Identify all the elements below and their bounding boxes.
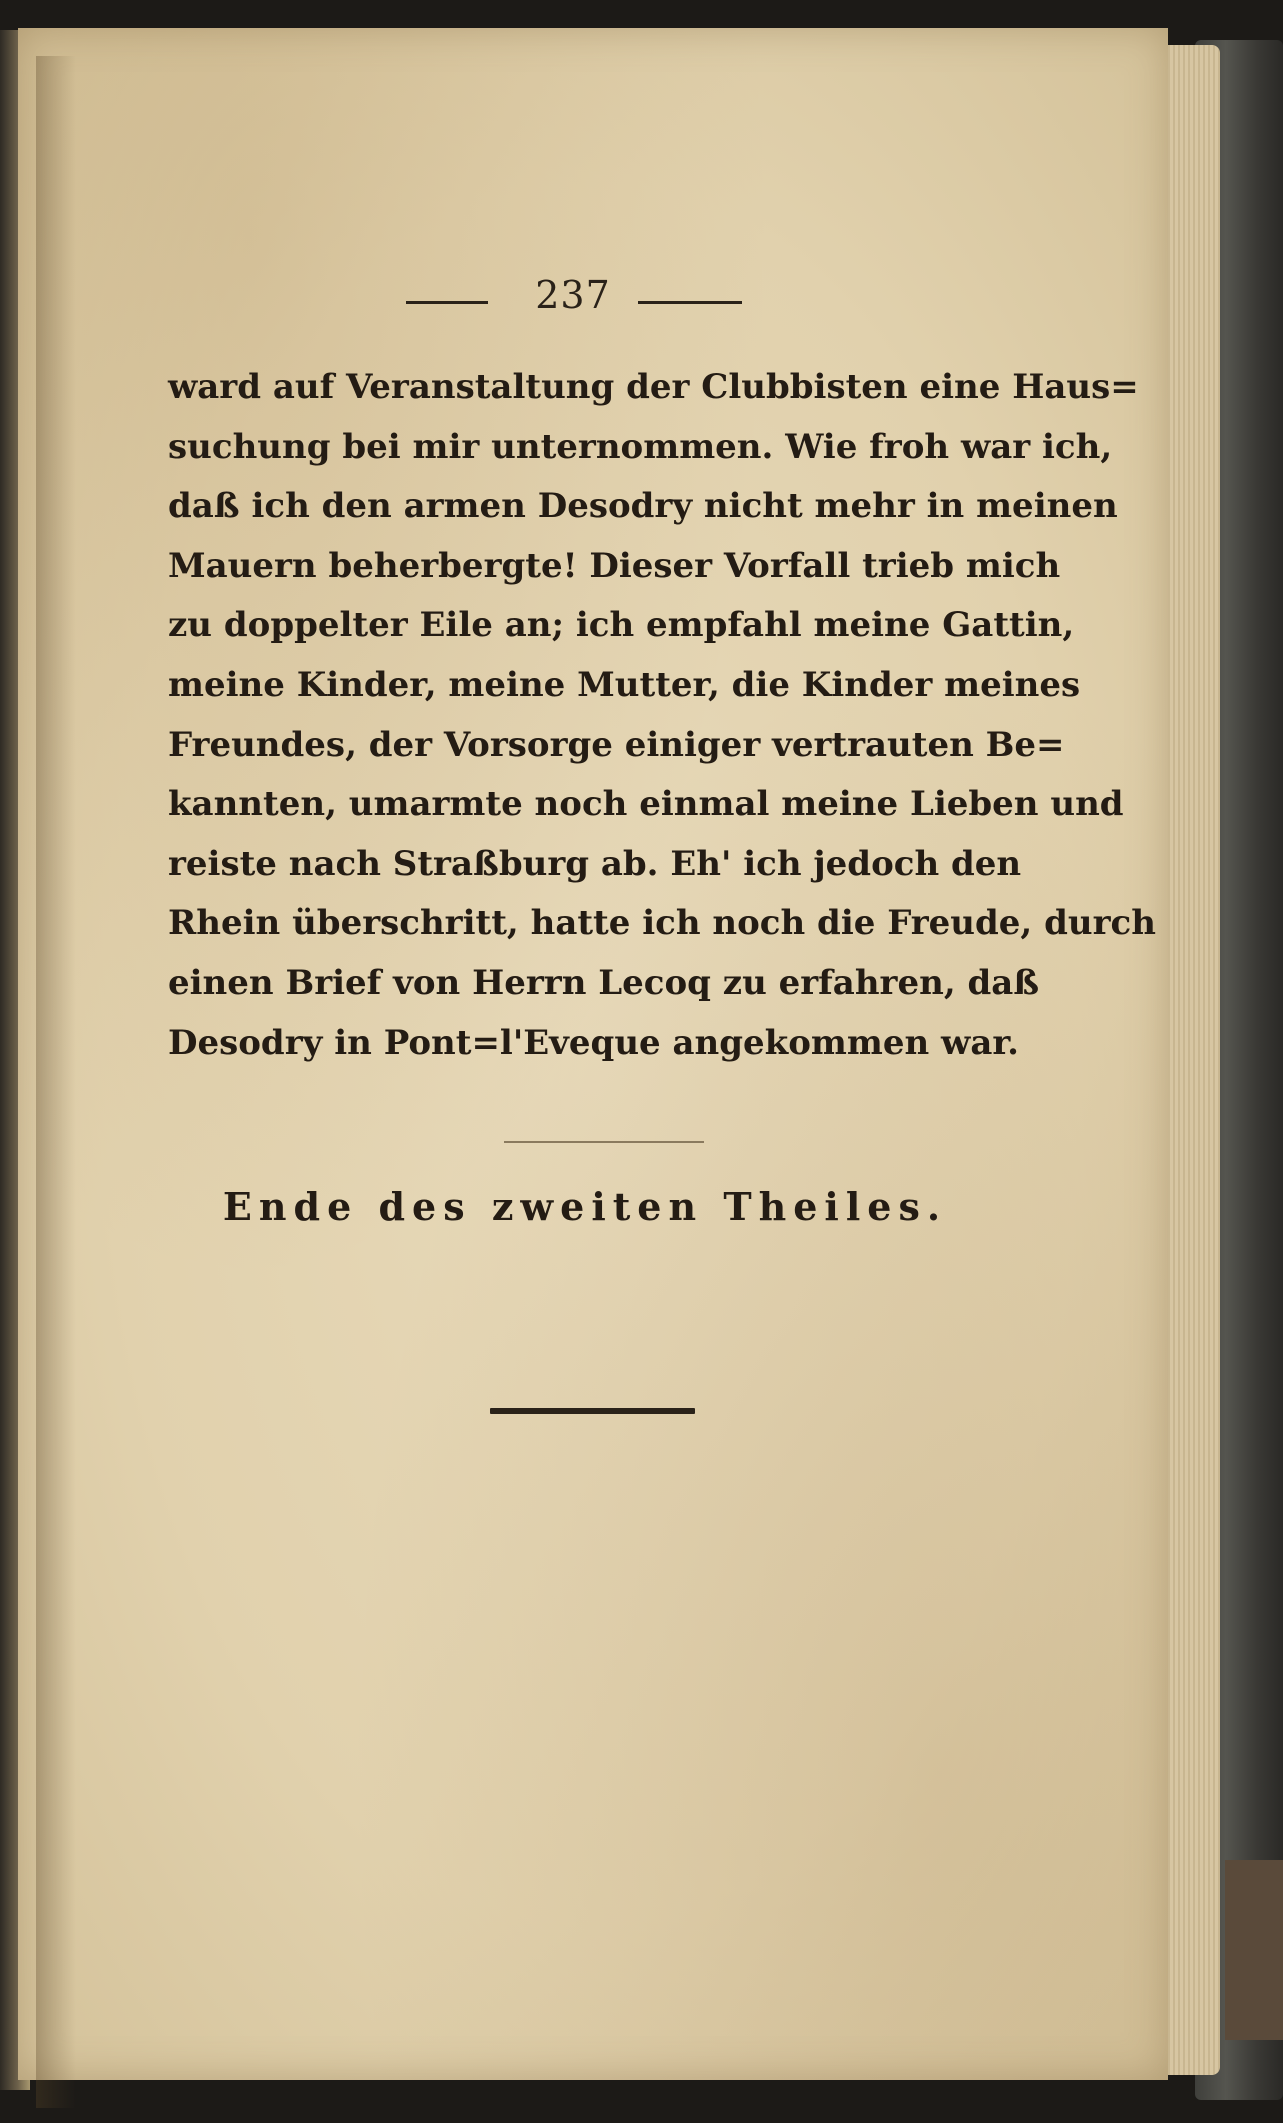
cover-corner (1225, 1860, 1283, 2040)
text-line: Desodry in Pont=l'Eveque angekommen war. (168, 1022, 1019, 1063)
text-line: meine Kinder, meine Mutter, die Kinder meines (168, 664, 1081, 705)
page-header (18, 273, 1168, 333)
text-line: zu doppelter Eile an; ich empfahl meine Gattin, (168, 605, 1075, 646)
text-line: Mauern beherbergte! Dieser Vorfall trieb mich (168, 545, 1061, 586)
gutter-shadow (36, 56, 76, 2108)
text-line: reiste nach Straßburg ab. Eh' ich jedoch den (168, 843, 1022, 884)
text-line: suchung bei mir unternommen. Wie froh war ich, (168, 426, 1113, 467)
text-line: daß ich den armen Desodry nicht mehr in meinen (168, 486, 1118, 527)
text-line: Freundes, der Vorsorge einiger vertrauten Be= (168, 724, 1065, 765)
text-line: kannten, umarmte noch einmal meine Lieben und (168, 784, 1124, 825)
closing-line: Ende des zweiten Theiles. (222, 1184, 948, 1229)
text-line: Rhein überschritt, hatte ich noch die Freude, durch (168, 903, 1156, 944)
header-rule-left (406, 301, 488, 304)
book-page (18, 28, 1168, 2080)
body-text (168, 358, 1156, 1073)
page-number: 237 (535, 273, 611, 317)
header-rule-right (638, 301, 742, 304)
section-divider (504, 1141, 704, 1143)
text-line: ward auf Veranstaltung der Clubbisten eine Haus= (168, 367, 1139, 407)
text-line: einen Brief von Herrn Lecoq zu erfahren, daß (168, 962, 1040, 1003)
end-ornament-rule (490, 1408, 695, 1414)
